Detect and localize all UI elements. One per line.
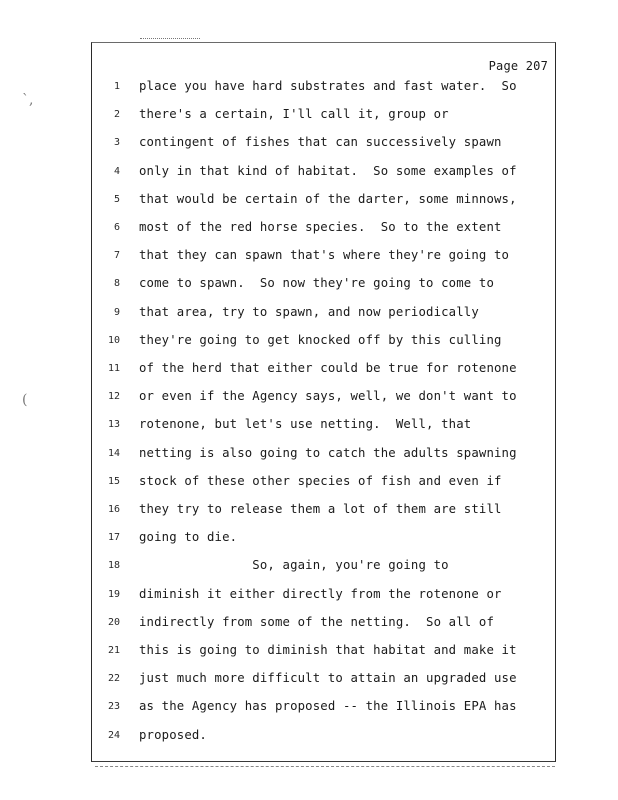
transcript-line — [100, 642, 550, 662]
line-number: 6 — [113, 222, 120, 233]
line-text: indirectly from some of the netting. So all of — [139, 614, 495, 629]
page-number: Page 207 — [488, 59, 548, 73]
line-text: rotenone, but let's use netting. Well, that — [139, 417, 472, 432]
transcript-line — [100, 670, 550, 690]
line-text: they're going to get knocked off by this culling — [139, 332, 502, 347]
transcript-line — [100, 304, 550, 324]
transcript-line — [100, 445, 550, 465]
scan-artifact-bottom — [95, 766, 555, 769]
line-number: 20 — [107, 616, 120, 628]
line-number: 9 — [113, 306, 120, 318]
transcript-line — [100, 698, 550, 718]
line-number: 4 — [113, 165, 120, 177]
line-number: 16 — [107, 504, 120, 515]
transcript-line — [100, 614, 550, 634]
line-text: only in that kind of habitat. So some examples of — [139, 163, 517, 178]
transcript-line — [100, 586, 550, 606]
line-number: 10 — [107, 334, 120, 346]
transcript-line — [100, 219, 550, 239]
line-number: 17 — [107, 532, 120, 544]
line-text: they try to release them a lot of them are still — [139, 502, 502, 516]
line-number: 19 — [107, 588, 120, 600]
line-number: 14 — [107, 447, 120, 459]
transcript-line — [100, 360, 550, 380]
transcript-line — [100, 529, 550, 549]
transcript-line — [100, 275, 550, 295]
transcript-line — [100, 332, 550, 352]
line-number: 15 — [107, 475, 120, 487]
transcript-line — [100, 727, 550, 747]
line-number: 5 — [113, 193, 120, 205]
line-number: 12 — [107, 391, 120, 403]
transcript-line — [100, 416, 550, 436]
line-text: just much more difficult to attain an upgraded use — [139, 671, 517, 686]
line-text: stock of these other species of fish and even if — [139, 473, 502, 488]
transcript-line — [100, 78, 550, 98]
line-text: that would be certain of the darter, some minnows, — [139, 191, 517, 206]
line-number: 23 — [107, 701, 120, 713]
line-number: 24 — [107, 729, 120, 741]
line-text: of the herd that either could be true for rotenone — [139, 361, 517, 375]
scan-artifact-left-mid: ( — [22, 392, 28, 408]
line-text: come to spawn. So now they're going to come to — [139, 276, 495, 291]
line-text: diminish it either directly from the rotenone or — [139, 586, 502, 601]
line-number: 7 — [113, 250, 120, 262]
line-text: as the Agency has proposed -- the Illinois EPA has — [139, 699, 517, 714]
line-text: that they can spawn that's where they're going to — [139, 248, 510, 263]
transcript-line — [100, 247, 550, 267]
line-number: 21 — [107, 645, 120, 656]
line-number: 2 — [113, 109, 120, 121]
line-text: this is going to diminish that habitat and make it — [139, 643, 517, 657]
line-number: 18 — [107, 560, 120, 572]
line-text: most of the red horse species. So to the extent — [139, 220, 502, 234]
transcript-line — [100, 388, 550, 408]
line-text: going to die. — [139, 530, 238, 545]
line-number: 22 — [107, 673, 120, 685]
transcript-line — [100, 501, 550, 521]
line-text: or even if the Agency says, well, we don't want to — [139, 389, 517, 404]
transcript-line — [100, 163, 550, 183]
line-number: 1 — [113, 81, 120, 92]
transcript-line — [100, 191, 550, 211]
scan-artifact-top — [140, 38, 200, 41]
transcript-line — [100, 473, 550, 493]
scan-artifact-left-top: `, — [22, 92, 34, 108]
line-text: place you have hard substrates and fast water. So — [139, 79, 517, 93]
line-text: So, again, you're going to — [139, 558, 449, 573]
line-text: netting is also going to catch the adults spawning — [139, 445, 517, 460]
transcript-line — [100, 557, 550, 577]
line-text: proposed. — [139, 727, 207, 742]
line-text: there's a certain, I'll call it, group or — [139, 107, 449, 122]
line-number: 13 — [107, 419, 120, 431]
transcript-line — [100, 134, 550, 154]
line-text: contingent of fishes that can successively spawn — [139, 135, 502, 150]
line-text: that area, try to spawn, and now periodically — [139, 304, 479, 319]
line-number: 3 — [113, 137, 120, 149]
line-number: 8 — [113, 278, 120, 290]
line-number: 11 — [107, 363, 120, 374]
transcript-line — [100, 106, 550, 126]
